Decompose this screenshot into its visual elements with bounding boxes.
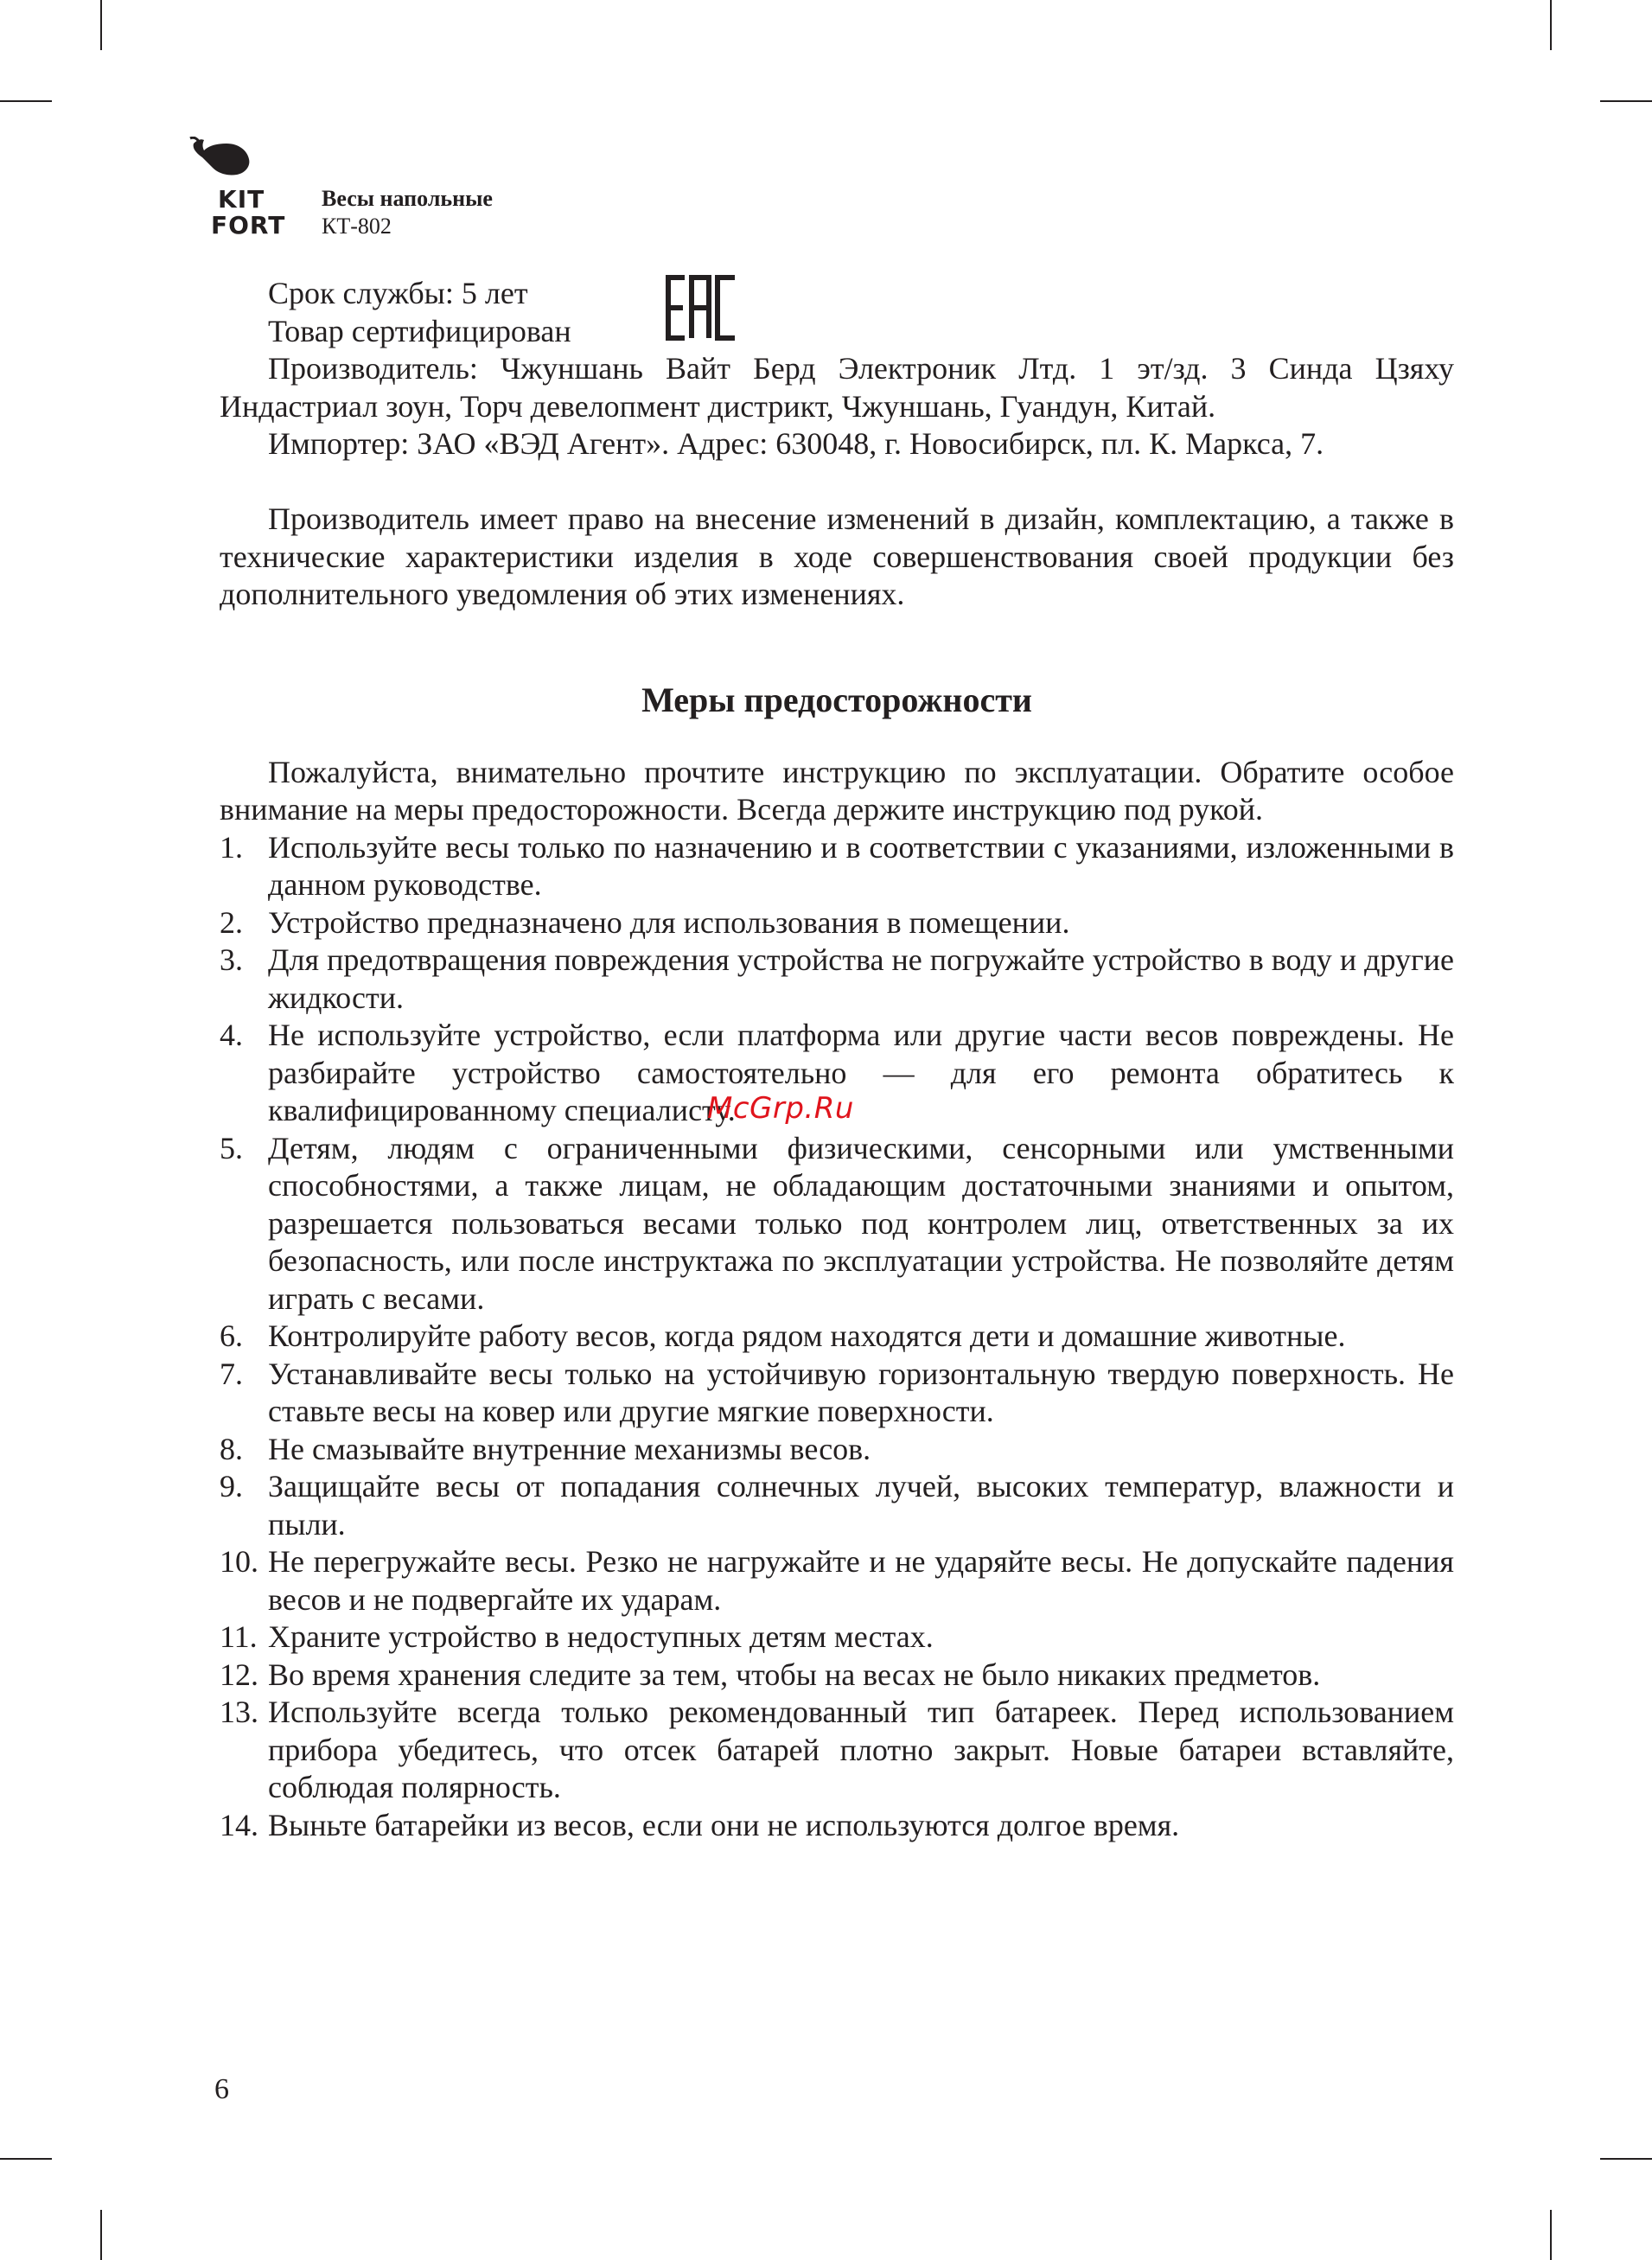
list-item [220, 1318, 1454, 1356]
watermark: McGrp.Ru [707, 1091, 854, 1126]
page-number: 6 [214, 2073, 229, 2105]
list-item [220, 1618, 1454, 1657]
section-heading: Меры предосторожности [641, 680, 1032, 719]
product-header [322, 185, 493, 240]
whale-icon [188, 137, 258, 188]
list-item-text: Устройство предназначено для использования в помещении. [268, 904, 1070, 940]
document-body [220, 275, 1454, 1844]
list-item [220, 1356, 1454, 1431]
product-model: КТ-802 [322, 214, 392, 239]
list-item-text: Используйте весы только по назначению и в соответствии с указаниями, изложенными в данном руководстве. [268, 829, 1454, 902]
safety-intro: Пожалуйста, внимательно прочтите инструкцию по эксплуатации. Обратите особое внимание на меры предосторожности. Всегда держите инструкцию под рукой. [220, 754, 1454, 827]
list-item-number: 14. [220, 1807, 258, 1842]
brand-name-line2: FORT [211, 211, 286, 239]
service-life: Срок службы: 5 лет [268, 276, 528, 310]
importer-info: Импортер: ЗАО «ВЭД Агент». Адрес: 630048, г. Новосибирск, пл. К. Маркса, 7. [268, 426, 1324, 461]
crop-mark [0, 2158, 52, 2160]
list-item-text: Храните устройство в недоступных детям местах. [268, 1619, 934, 1654]
list-item [220, 942, 1454, 1017]
product-name: Весы напольные [322, 186, 493, 211]
list-item-number: 12. [220, 1657, 258, 1692]
brand-name-line1: KIT [218, 185, 265, 214]
list-item-text: Выньте батарейки из весов, если они не используются долгое время. [268, 1807, 1180, 1842]
list-item-number: 9. [220, 1469, 243, 1503]
list-item-number: 6. [220, 1318, 243, 1353]
list-item [220, 829, 1454, 904]
brand-name [211, 185, 286, 239]
list-item-text: Защищайте весы от попадания солнечных лучей, высоких температур, влажности и пыли. [268, 1469, 1454, 1542]
crop-mark [0, 100, 52, 102]
list-item [220, 1130, 1454, 1318]
list-item [220, 1543, 1454, 1618]
crop-mark [100, 2210, 102, 2260]
list-item-number: 2. [220, 904, 243, 940]
crop-mark [1550, 0, 1552, 50]
crop-mark [1550, 2210, 1552, 2260]
crop-mark [1600, 100, 1652, 102]
list-item-number: 13. [220, 1695, 258, 1729]
brand-logo [188, 137, 301, 240]
list-item-number: 10. [220, 1544, 258, 1579]
list-item [220, 1694, 1454, 1807]
safety-list [220, 829, 1454, 1845]
list-item-text: Во время хранения следите за тем, чтобы на весах не было никаких предметов. [268, 1657, 1321, 1692]
list-item-number: 5. [220, 1130, 243, 1165]
list-item-text: Не смазывайте внутренние механизмы весов. [268, 1431, 871, 1466]
certified-text: Товар сертифицирован [268, 313, 571, 348]
crop-mark [1600, 2158, 1652, 2160]
list-item-text: Детям, людям с ограниченными физическими, сенсорными или умственными способностями, а также лицам, не обладающим достаточными знаниями и опытом, разрешается пользоваться весами только под контролем лиц, ответственных за их безопасность, или после инструктажа по эксплуатации устройства. Не позволяйте детям играть с весами. [268, 1130, 1454, 1316]
paragraph-spacer [220, 463, 1454, 501]
manufacturer-info: Производитель: Чжуншань Вайт Берд Электроник Лтд. 1 эт/зд. 3 Синда Цзяху Индастриал зоун, Торч девелопмент дистрикт, Чжуншань, Гуандун, Китай. [220, 351, 1454, 424]
list-item-number: 3. [220, 942, 243, 977]
list-item [220, 1431, 1454, 1469]
list-item-text: Контролируйте работу весов, когда рядом находятся дети и домашние животные. [268, 1318, 1346, 1353]
list-item [220, 904, 1454, 942]
list-item-number: 7. [220, 1356, 243, 1391]
list-item-number: 4. [220, 1018, 243, 1052]
list-item-text: Не перегружайте весы. Резко не нагружайте и не ударяйте весы. Не допускайте падения весов и не подвергайте их ударам. [268, 1544, 1454, 1617]
list-item-number: 8. [220, 1431, 243, 1466]
list-item-text: Используйте всегда только рекомендованный тип батареек. Перед использованием прибора убедитесь, что отсек батарей плотно закрыт. Новые батареи вставляйте, соблюдая полярность. [268, 1695, 1454, 1804]
list-item-number: 1. [220, 829, 243, 865]
crop-mark [100, 0, 102, 50]
list-item [220, 1468, 1454, 1543]
list-item-text: Устанавливайте весы только на устойчивую горизонтальную твердую поверхность. Не ставьте весы на ковер или другие мягкие поверхности. [268, 1356, 1454, 1428]
list-item [220, 1807, 1454, 1845]
list-item [220, 1657, 1454, 1695]
list-item-text: Не используйте устройство, если платформа или другие части весов повреждены. Не разбирайте устройство самостоятельно — для его ремонта обратитесь к квалифицированному специалисту. [268, 1018, 1454, 1127]
rights-notice: Производитель имеет право на внесение изменений в дизайн, комплектацию, а также в технические характеристики изделия в ходе совершенствования своей продукции без дополнительного уведомления об этих изменениях. [220, 501, 1454, 611]
list-item-text: Для предотвращения повреждения устройства не погружайте устройство в воду и другие жидкости. [268, 942, 1454, 1015]
list-item-number: 11. [220, 1619, 258, 1654]
